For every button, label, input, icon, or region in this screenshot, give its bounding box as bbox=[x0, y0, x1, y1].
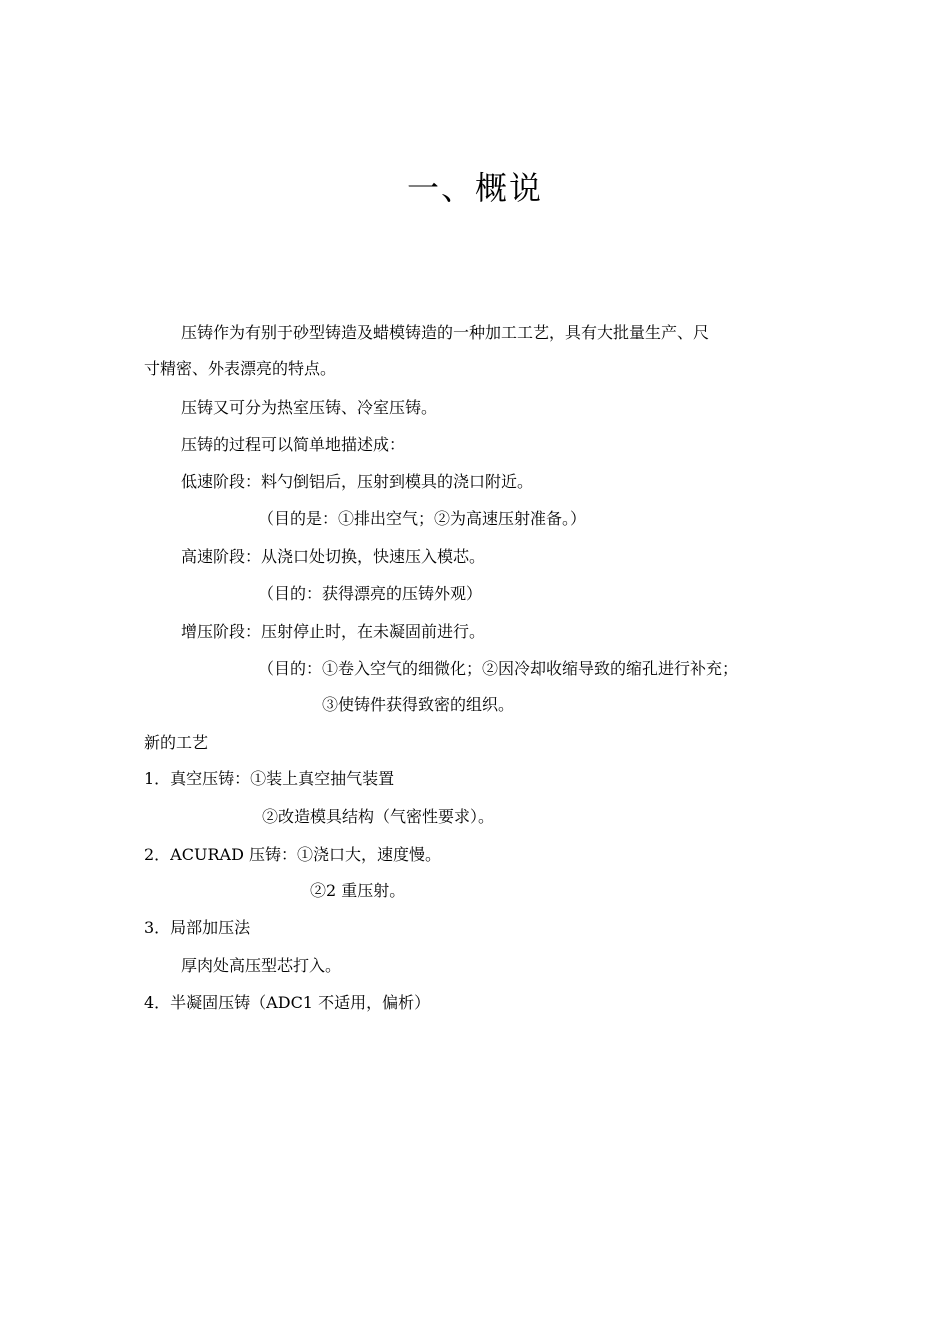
list-item: 3．局部加压法 bbox=[144, 918, 251, 937]
page-title: 一、概说 bbox=[406, 169, 543, 207]
stage-pressurize-purpose: （目的：①卷入空气的细微化；②因冷却收缩导致的缩孔进行补充； bbox=[258, 659, 739, 678]
list-item-cont: ②2 重压射。 bbox=[310, 881, 406, 900]
list-item-cont: 厚肉处高压型芯打入。 bbox=[181, 956, 342, 975]
stage-high-speed: 高速阶段：从浇口处切换，快速压入模芯。 bbox=[181, 547, 486, 566]
stage-high-speed-purpose: （目的：获得漂亮的压铸外观） bbox=[258, 584, 483, 603]
list-item: 1．真空压铸：①装上真空抽气装置 bbox=[144, 769, 395, 788]
stage-low-speed: 低速阶段：料勺倒铝后，压射到模具的浇口附近。 bbox=[181, 472, 534, 491]
stage-pressurize-purpose-cont: ③使铸件获得致密的组织。 bbox=[322, 695, 515, 714]
list-item-cont: ②改造模具结构（气密性要求）。 bbox=[262, 807, 495, 826]
stage-pressurize: 增压阶段：压射停止时，在未凝固前进行。 bbox=[181, 622, 486, 641]
stage-low-speed-purpose: （目的是：①排出空气；②为高速压射准备。） bbox=[258, 509, 587, 528]
section-heading-new-process: 新的工艺 bbox=[144, 733, 209, 752]
paragraph-line: 压铸的过程可以简单地描述成： bbox=[181, 435, 406, 454]
list-item: 2．ACURAD 压铸：①浇口大，速度慢。 bbox=[144, 845, 441, 864]
paragraph-line: 寸精密、外表漂亮的特点。 bbox=[144, 359, 337, 378]
list-item: 4．半凝固压铸（ADC1 不适用，偏析） bbox=[144, 993, 431, 1012]
paragraph-line: 压铸作为有别于砂型铸造及蜡模铸造的一种加工工艺，具有大批量生产、尺 bbox=[181, 323, 710, 342]
paragraph-line: 压铸又可分为热室压铸、冷室压铸。 bbox=[181, 398, 438, 417]
